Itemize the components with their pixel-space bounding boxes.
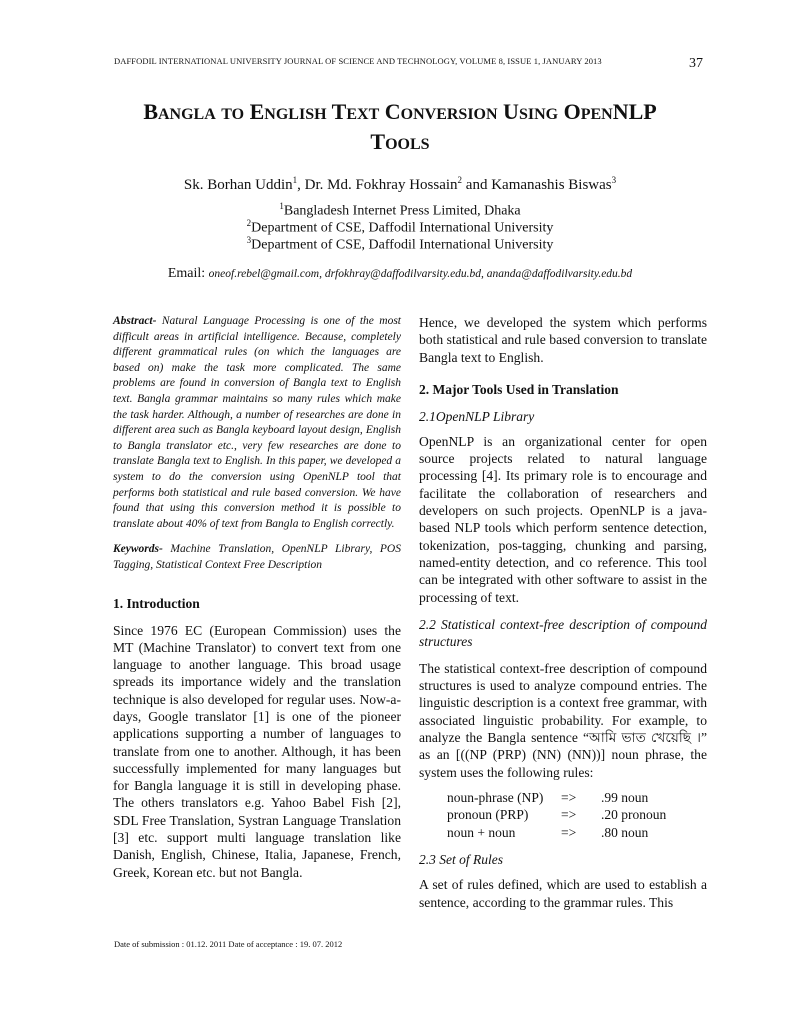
- submission-dates-footer: Date of submission : 01.12. 2011 Date of acceptance : 19. 07. 2012: [114, 939, 343, 949]
- affiliation-2: $^2$Department of CSE, Daffodil International University: [246, 218, 554, 236]
- paper-title-line-2: TOOLS: [370, 129, 430, 154]
- affiliation-3: $^3$Department of CSE, Daffodil International University: [246, 235, 554, 253]
- subsection-2-3-heading: 2.3 Set of Rules: [419, 852, 503, 868]
- section-2-heading: 2. Major Tools Used in Translation: [419, 381, 619, 397]
- author-list: Sk. Borhan Uddin$^1$, Dr. Md. Fokhray Hossain$^2$ and Kamanashis Biswas$^3$: [183, 175, 617, 193]
- grammar-rule: noun + noun => .80 noun: [447, 824, 649, 840]
- subsection-2-1-text: OpenNLP is an organizational center for open source projects related to natural language processing [4]. Its primary role is to encourage and facilitate the collaboration of researchers and developers on such projects. OpenNLP is a java-based NLP tools which perform sentence detection, tokenization, pos-tagging, chunking and parsing, named-entity detection, and co reference. This tool can be integrated with other software to assist in the processing of text.: [419, 433, 707, 605]
- subsection-2-1-heading: 2.1OpenNLP Library: [419, 408, 535, 424]
- grammar-rules: [447, 789, 707, 842]
- grammar-rule: noun-phrase (NP) => .99 noun: [447, 789, 649, 805]
- page-number: 37: [689, 56, 703, 71]
- subsection-2-3-text: A set of rules defined, which are used to establish a sentence, according to the grammar rules. This: [419, 877, 707, 910]
- journal-header: DAFFODIL INTERNATIONAL UNIVERSITY JOURNAL OF SCIENCE AND TECHNOLOGY, VOLUME 8, ISSUE 1, JANUARY 2013: [114, 56, 602, 66]
- right-column: [419, 314, 707, 911]
- email-line: Email: oneof.rebel@gmail.com, drfokhray@daffodilvarsity.edu.bd, ananda@daffodilvarsity.edu.bd: [167, 266, 633, 281]
- subsection-2-2-heading: 2.2 Statistical context-free description of compound structures: [419, 616, 707, 649]
- keywords: Keywords- Machine Translation, OpenNLP Library, POS Tagging, Statistical Context Free Description: [113, 543, 401, 571]
- introduction-continued: Hence, we developed the system which performs both statistical and rule based conversion to translate Bangla text to English.: [419, 315, 707, 365]
- introduction-text: Since 1976 EC (European Commission) uses the MT (Machine Translator) to convert text from one language to another language. This broad usage spreads its importance widely and the translation technique is also developed for regular uses. Now-a-days, Google translator [1] is one of the pioneer applications supporting a number of languages to translate from one to another. Although, it has been successfully implemented for many languages but for Bangla language it is still in developing phase. The others translators e.g. Yahoo Babel Fish [2], SDL Free Translation, Systran Language Translation [3] etc. support multi language translation like Danish, English, Chinese, Italia, Japanese, French, Greek, Korean etc. but not Bangla.: [113, 622, 401, 880]
- grammar-rule: pronoun (PRP) => .20 pronoun: [447, 807, 667, 823]
- section-1-heading: 1. Introduction: [113, 595, 200, 611]
- affiliation-1: $^1$Bangladesh Internet Press Limited, Dhaka: [279, 201, 521, 219]
- email-addresses: oneof.rebel@gmail.com, drfokhray@daffodilvarsity.edu.bd, ananda@daffodilvarsity.edu.bd: [208, 268, 633, 280]
- subsection-2-2-text: The statistical context-free description of compound structures is used to analyze compound entries. The linguistic description is a context free grammar, with associated linguistic probability. For example, to analyze the Bangla sentence “আমি ভাত খেয়েছি ।” as an [((NP (PRP) (NN) (NN))] noun phrase, the system uses the following rules:: [419, 660, 707, 780]
- left-column: [113, 314, 401, 881]
- abstract: Abstract- Natural Language Processing is one of the most difficult areas in artificial intelligence. Because, completely different grammatical rules (on which the languages are based on) make the task more complicated. The same problems are found in conversion of Bangla text to English text. Bangla grammar maintains so many rules which make the task harder. Although, a number of researches are done in different area such as Bangla keyboard layout design, English to Bangla translator etc., very few researches are done to translate Bangla text to English. In this paper, we developed a system to do the conversion using OpenNLP tool that performs both statistical and rule based conversion. We have found that using this conversion method it is possible to translate about 40% of text from Bangla to English correctly.: [113, 315, 401, 530]
- paper-title-line-1: BANGLA TO ENGLISH TEXT CONVERSION USING OPENNLP: [143, 99, 657, 124]
